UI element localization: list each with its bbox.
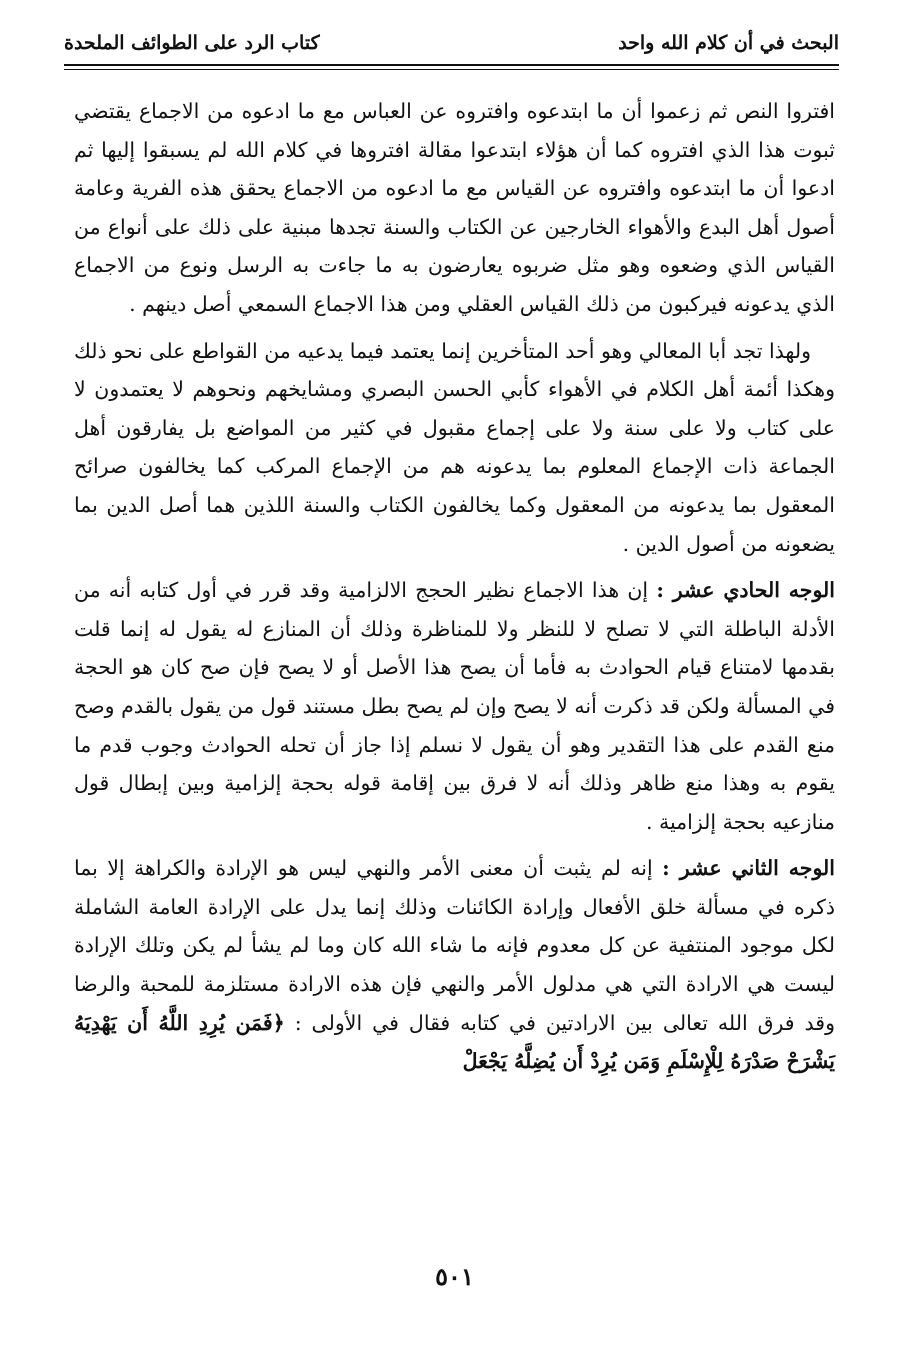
paragraph-3-heading: الوجه الحادي عشر : <box>656 578 835 603</box>
paragraph-1 <box>74 92 835 324</box>
paragraph-4-heading: الوجه الثاني عشر : <box>662 856 835 881</box>
paragraph-2-text: ولهذا تجد أبا المعالي وهو أحد المتأخرين إنما يعتمد فيما يدعيه من القواطع على نحو ذلك وهكذا أئمة أهل الكلام في الأهواء كأبي الحسن البصري ومشايخهم ونحوهم لا يعتمدون لا على كتاب ولا على سنة ولا على إجماع مقبول في كثير من المواضع بل يفارقون أهل الجماعة ذات الإجماع المعلوم بما يدعونه هم من الإجماع المركب كما يخالفون صرائح المعقول بما يدعونه من المعقول وكما يخالفون الكتاب والسنة اللذين هما أصل الدين بما يضعونه من أصول الدين . <box>74 338 835 556</box>
paragraph-4 <box>74 849 835 1081</box>
header-chapter-title: البحث في أن كلام الله واحد <box>618 32 839 54</box>
paragraph-3-text: إن هذا الاجماع نظير الحجج الالزامية وقد قرر في أول كتابه أنه من الأدلة الباطلة التي لا تصلح لا للنظر ولا للمناظرة وذلك أن المنازع له يقول له إنما قلت بقدمها لامتناع قيام الحوادث به فأما أن يصح هذا الأصل أو لا يصح فإن صح كان هو الحجة في المسألة ولكن قد ذكرت أنه لا يصح وإن لم يصح بطل مستند قول من يقول بالقدم وصح منع القدم على هذا التقدير وهو أن يقول لا نسلم إذا جاز أن تحله الحوادث وجوب قدم ما يقوم به وهذا منع ظاهر وذلك أنه لا فرق بين إقامة قوله بحجة إلزامية وبين إبطال قول منازعيه بحجة إلزامية . <box>74 578 835 834</box>
quran-verse: ﴿فَمَن يُرِدِ اللَّهُ أَن يَهْدِيَهُ يَشْرَحْ صَدْرَهُ لِلْإِسْلَمِ وَمَن يُرِدْ أَن يُضِلَّهُ يَجْعَلْ <box>74 1010 835 1074</box>
paragraph-2 <box>74 332 835 564</box>
page-number: ٥٠١ <box>435 1262 474 1291</box>
paragraph-4-text: إنه لم يثبت أن معنى الأمر والنهي ليس هو الإرادة والكراهة إلا بما ذكره في مسألة خلق الأفعال وإرادة الكائنات وذلك إنما يدل على الإرادة العامة الشاملة لكل موجود المنتفية عن كل معدوم فإنه ما شاء الله كان وما لم يشأ لم يكن وتلك الإرادة ليست هي الارادة التي هي مدلول الأمر والنهي فإن هذه الارادة مستلزمة للمحبة والرضا وقد فرق الله تعالى بين الارادتين في كتابه فقال في الأولى : <box>74 856 836 1035</box>
page-header <box>64 28 839 64</box>
header-book-title: كتاب الرد على الطوائف الملحدة <box>64 32 320 54</box>
body-text <box>74 92 835 1089</box>
header-rule-thin <box>64 69 839 70</box>
paragraph-3 <box>74 571 835 841</box>
header-rule-thick <box>64 64 839 66</box>
paragraph-1-text: افتروا النص ثم زعموا أن ما ابتدعوه وافتروه عن العباس مع ما ادعوه من الاجماع يقتضي ثبوت هذا الذي افتروه كما أن هؤلاء ابتدعوا مقالة افتروها في كلام الله لم يسبقوا إليها ثم ادعوا أن ما ابتدعوه وافتروه عن القياس مع ما ادعوه من الاجماع يحقق هذه الفرية وعامة أصول أهل البدع والأهواء الخارجين عن الكتاب والسنة تجدها مبنية على ذلك على أنواع من القياس الذي وضعوه وهو مثل ضربوه يعارضون به ما جاءت به الرسل ونوع من الاجماع الذي يدعونه فيركبون من ذلك القياس العقلي ومن هذا الاجماع السمعي أصل دينهم . <box>74 99 835 316</box>
